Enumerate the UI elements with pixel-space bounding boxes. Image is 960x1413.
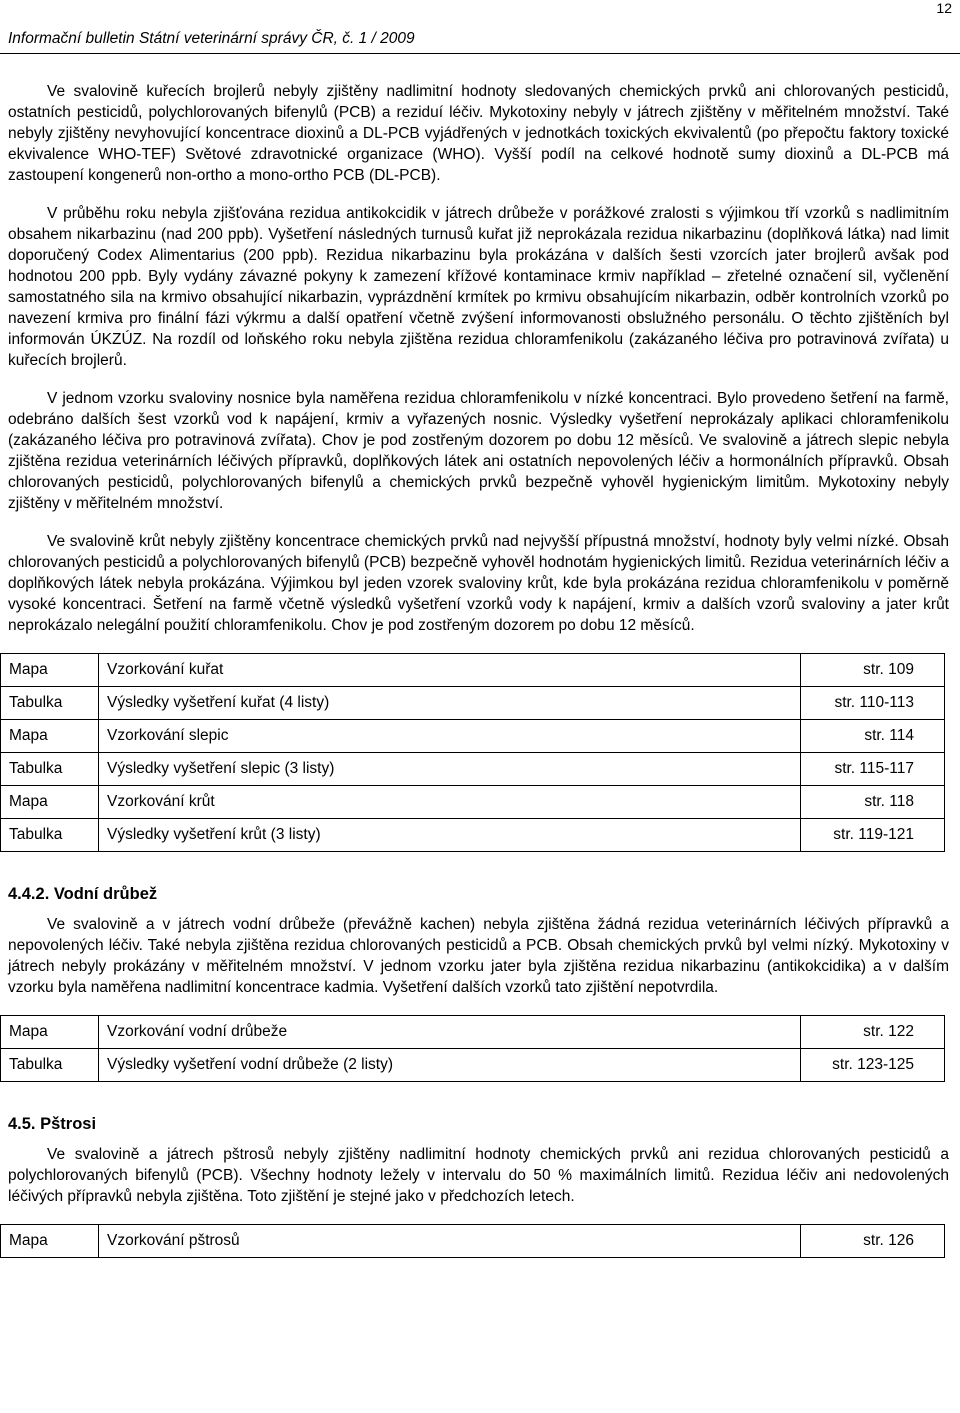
table-row — [1, 786, 945, 819]
section-heading-waterfowl: 4.4.2. Vodní drůbež — [8, 885, 158, 903]
ref-type: Mapa — [1, 786, 99, 819]
ref-page: str. 126 — [801, 1225, 945, 1258]
paragraph-broilers-chemicals: Ve svalovině kuřecích brojlerů nebyly zjištěny nadlimitní hodnoty sledovaných chemických prvků ani chlorovaných pesticidů, ostatních pesticidů, polychlorovaných bifenylů (PCB) a reziduí léčiv. Mykotoxiny nebyly v játrech zjištěny v měřitelném množství. Také nebyly zjištěny nevyhovující koncentrace dioxinů a DL-PCB vyjádřených v jednotkách toxických ekvivalentů (po přepočtu faktory toxické ekvivalence WHO-TEF) Světové zdravotnické organizace (WHO). Vyšší podíl na celkové hodnotě sumy dioxinů a DL-PCB má zastoupení kongenerů non-ortho a mono-ortho PCB (DL-PCB). — [8, 83, 949, 184]
paragraph-waterfowl: Ve svalovině a v játrech vodní drůbeže (převážně kachen) nebyla zjištěna žádná rezidua veterinárních léčivých přípravků a nepovolených léčiv. Také nebyla zjištěna rezidua chlorovaných pesticidů a PCB. Obsah chemických prvků byl velmi nízký. Mykotoxiny v játrech nebyly prokázány v měřitelném množství. V jednom vzorku jater byla zjištěna rezidua nikarbazinu (antikokcidika) a v dalším vzorku byla naměřena nadlimitní koncentrace kadmia. Vyšetření dalších vzorků tato zjištění nepotvrdila. — [8, 916, 949, 996]
ref-page: str. 110-113 — [801, 687, 945, 720]
ref-title: Výsledky vyšetření vodní drůbeže (2 listy) — [99, 1049, 801, 1082]
table-row — [1, 753, 945, 786]
ref-title: Vzorkování slepic — [99, 720, 801, 753]
ref-type: Mapa — [1, 1016, 99, 1049]
ref-type: Tabulka — [1, 753, 99, 786]
ref-title: Vzorkování kuřat — [99, 654, 801, 687]
paragraph-ostriches: Ve svalovině a játrech pštrosů nebyly zjištěny nadlimitní hodnoty chemických prvků ani rezidua chlorovaných pesticidů a polychlorovaných bifenylů (PCB). Všechny hodnoty ležely v intervalu do 50 % maximálních limitů. Rezidua léčiv ani nedovolených léčivých přípravků nebyla zjištěna. Toto zjištění je stejné jako v předchozích letech. — [8, 1146, 949, 1205]
reference-table-waterfowl — [0, 1015, 945, 1082]
reference-table-ostriches — [0, 1224, 945, 1258]
document-body — [8, 81, 949, 1288]
table-row — [1, 687, 945, 720]
paragraph-broilers-coccidiostats: V průběhu roku nebyla zjišťována rezidua antikokcidik v játrech drůbeže v porážkové zralosti s výjimkou tří vzorků s nadlimitním obsahem nikarbazinu (nad 200 ppb). Vyšetření následných turnusů kuřat již neprokázala rezidua nikarbazinu (doplňková látka) nad limit doporučený Codex Alimentarius (200 ppb). Rezidua nikarbazinu byla prokázána v dalších šesti vzorcích jater brojlerů avšak pod hodnotou 200 ppb. Byly vydány závazné pokyny k zamezení křížové kontaminace krmiv například – zřetelné označení sil, vyčlenění samostatného sila na krmivo obsahující nikarbazin, vyprázdnění krmítek po krmivu obsahujícím nikarbazin, odběr kontrolních vzorků po navezení krmiva pro finální fázi výkrmu a další opatření včetně zvýšení informovanosti obslužného personálu. O těchto zjištěních byl informován ÚKZÚZ. Na rozdíl od loňského roku nebyla zjištěna rezidua chloramfenikolu (zakázaného léčiva pro potravinová zvířata) u kuřecích brojlerů. — [8, 205, 949, 369]
ref-page: str. 109 — [801, 654, 945, 687]
page-number: 12 — [936, 0, 952, 16]
ref-title: Výsledky vyšetření slepic (3 listy) — [99, 753, 801, 786]
ref-title: Výsledky vyšetření krůt (3 listy) — [99, 819, 801, 852]
table-row — [1, 1049, 945, 1082]
ref-title: Výsledky vyšetření kuřat (4 listy) — [99, 687, 801, 720]
ref-type: Mapa — [1, 654, 99, 687]
ref-page: str. 122 — [801, 1016, 945, 1049]
reference-table-poultry — [0, 653, 945, 852]
table-row — [1, 654, 945, 687]
ref-title: Vzorkování vodní drůbeže — [99, 1016, 801, 1049]
table-row — [1, 1225, 945, 1258]
ref-type: Tabulka — [1, 687, 99, 720]
bulletin-header: Informační bulletin Státní veterinární správy ČR, č. 1 / 2009 — [8, 30, 415, 47]
ref-page: str. 118 — [801, 786, 945, 819]
header-divider — [0, 53, 960, 54]
paragraph-hens: V jednom vzorku svaloviny nosnice byla naměřena rezidua chloramfenikolu v nízké koncentraci. Bylo provedeno šetření na farmě, odebráno dalších šest vzorků vod k napájení, krmiv a vyřazených nosnic. Výsledky vyšetření neprokázaly aplikaci chloramfenikolu (zakázaného léčiva pro potravinová zvířata). Chov je pod zostřeným dozorem po dobu 12 měsíců. Ve svalovině a játrech slepic nebyla zjištěna rezidua veterinárních léčivých přípravků, doplňkových látek ani ostatních nepovolených léčiv a hormonálních přípravků. Obsah chlorovaných pesticidů, polychlorovaných bifenylů a chemických prvků bezpečně vyhověl hygienickým limitům. Mykotoxiny nebyly zjištěny v měřitelném množství. — [8, 390, 949, 512]
ref-title: Vzorkování pštrosů — [99, 1225, 801, 1258]
paragraph-turkeys: Ve svalovině krůt nebyly zjištěny koncentrace chemických prvků nad nejvyšší přípustná množství, hodnoty byly velmi nízké. Obsah chlorovaných pesticidů a polychlorovaných bifenylů (PCB) bezpečně vyhověl hodnotám hygienických limitů. Rezidua veterinárních léčiv a doplňkových látek nebyla prokázána. Výjimkou byl jeden vzorek svaloviny krůt, kde byla prokázána rezidua chloramfenikolu v poměrně vysoké koncentraci. Šetření na farmě včetně výsledků vyšetření vzorků vody k napájení, krmiv a dalších vzorů svaloviny a jater krůt neprokázalo nelegální použití chloramfenikolu. Chov je pod zostřeným dozorem po dobu 12 měsíců. — [8, 533, 949, 634]
ref-type: Tabulka — [1, 819, 99, 852]
ref-page: str. 115-117 — [801, 753, 945, 786]
ref-type: Mapa — [1, 720, 99, 753]
ref-page: str. 114 — [801, 720, 945, 753]
ref-page: str. 119-121 — [801, 819, 945, 852]
section-heading-ostriches: 4.5. Pštrosi — [8, 1115, 97, 1133]
table-row — [1, 1016, 945, 1049]
ref-title: Vzorkování krůt — [99, 786, 801, 819]
ref-type: Mapa — [1, 1225, 99, 1258]
table-row — [1, 720, 945, 753]
table-row — [1, 819, 945, 852]
ref-type: Tabulka — [1, 1049, 99, 1082]
ref-page: str. 123-125 — [801, 1049, 945, 1082]
